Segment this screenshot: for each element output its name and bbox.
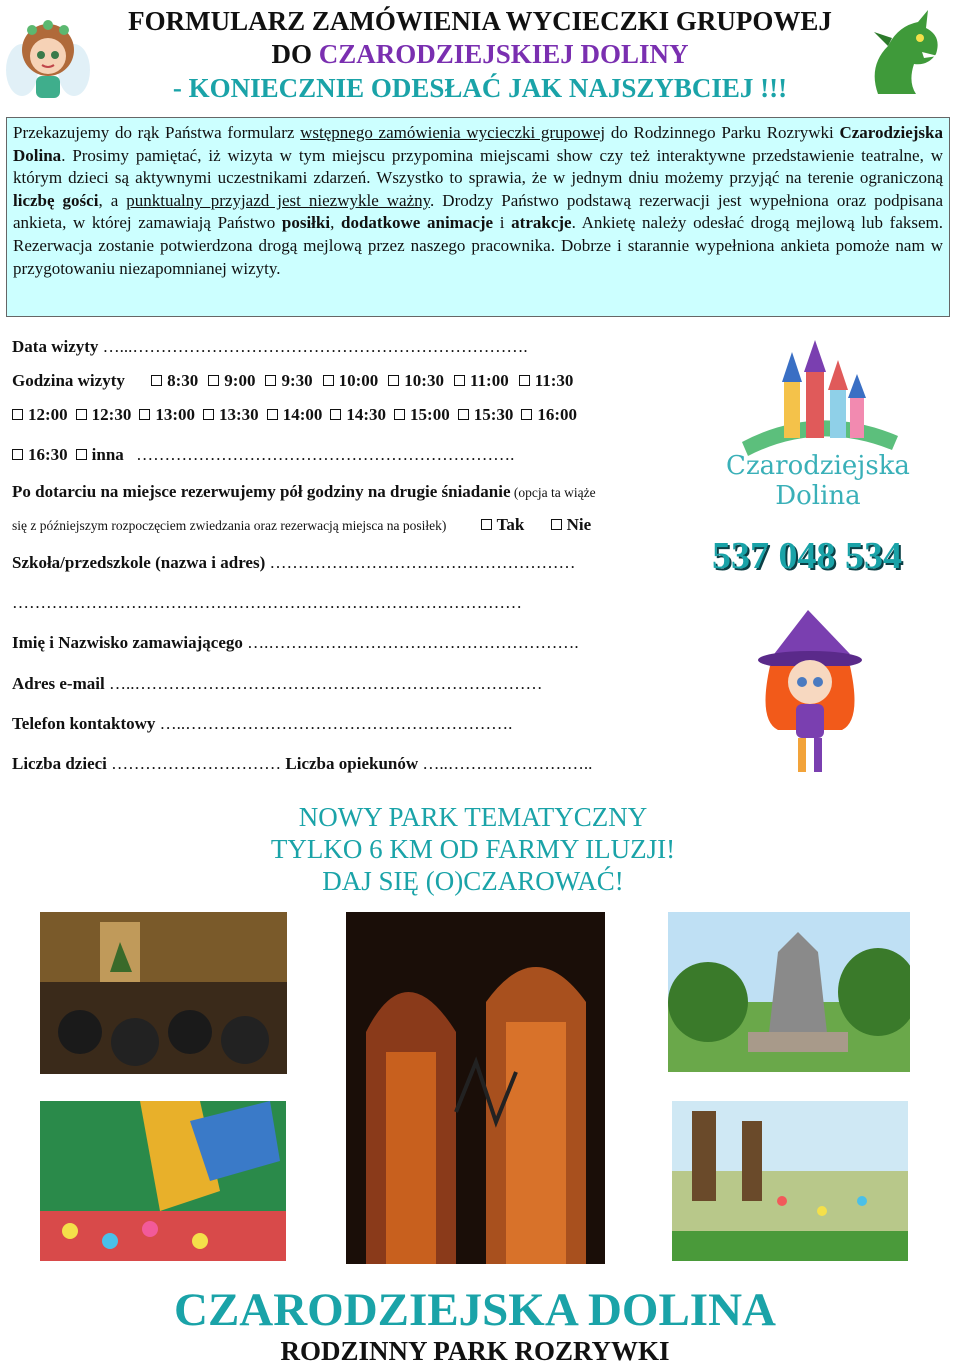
- intro-t3: do Rodzinnego Parku Rozrywki: [605, 123, 840, 142]
- hour-option[interactable]: [388, 371, 444, 391]
- breakfast-note2: się z późniejszym rozpoczęciem zwiedzania oraz rezerwacją miejsca na posiłek): [12, 518, 447, 533]
- intro-t14: atrakcje: [511, 213, 572, 233]
- checkbox-icon[interactable]: [454, 375, 465, 386]
- hour-option[interactable]: [76, 445, 124, 465]
- checkbox-icon[interactable]: [458, 409, 469, 420]
- hour-label: 13:30: [219, 405, 259, 424]
- intro-t5: . Prosimy pamiętać, iż wizyta w tym miejscu przypomina miejscami show czy też interaktywne przedstawienie teatralne, w którym dzieci są aktywnymi uczestnikami zdarzeń. Wszystko to sprawia, że w jednym dniu możemy przyjąć na terenie ograniczoną: [13, 145, 943, 188]
- guardians-count-label: Liczba opiekunów: [281, 754, 419, 773]
- checkbox-icon[interactable]: [76, 449, 87, 460]
- checkbox-icon[interactable]: [12, 409, 23, 420]
- intro-t6: liczbę gości: [13, 190, 99, 210]
- photo-castle-corridor: [346, 912, 605, 1264]
- children-count-label: Liczba dzieci: [12, 754, 107, 773]
- checkbox-icon[interactable]: [265, 375, 276, 386]
- checkbox-icon[interactable]: [394, 409, 405, 420]
- breakfast-yes-option[interactable]: [481, 515, 525, 535]
- hour-option[interactable]: [394, 405, 450, 425]
- promo-line3: DAJ SIĘ (O)CZAROWAĆ!: [322, 866, 624, 896]
- checkbox-icon[interactable]: [267, 409, 278, 420]
- hour-label: 15:00: [410, 405, 450, 424]
- breakfast-row2: [12, 515, 591, 535]
- hour-label: 12:30: [91, 405, 132, 424]
- hour-option[interactable]: [454, 371, 509, 391]
- hour-option[interactable]: [203, 405, 259, 425]
- phone-number: 537 048 534: [712, 535, 902, 577]
- visit-date-label: Data wizyty: [12, 337, 99, 356]
- visit-hour-label: Godzina wizyty: [12, 371, 125, 390]
- email-row: [12, 674, 542, 694]
- hour-label: 11:00: [469, 371, 509, 390]
- breakfast-label: Po dotarciu na miejsce rezerwujemy pół godziny na drugie śniadanie: [12, 482, 511, 501]
- children-count-field[interactable]: …………………………: [106, 754, 282, 773]
- hour-option[interactable]: [265, 371, 312, 391]
- header-line1: FORMULARZ ZAMÓWIENIA WYCIECZKI GRUPOWEJ: [128, 6, 832, 36]
- hour-option[interactable]: [12, 445, 68, 465]
- header-line3: - KONIECZNIE ODESŁAĆ JAK NAJSZYBCIEJ !!!: [172, 73, 788, 103]
- logo-text-line2: Dolina: [775, 481, 861, 511]
- hour-option[interactable]: [458, 405, 514, 425]
- hour-label: 16:00: [537, 405, 578, 424]
- email-field[interactable]: …..………………………………………………………………: [104, 674, 543, 693]
- intro-t13: i: [493, 213, 512, 233]
- visit-hour-row1: [12, 371, 583, 391]
- checkbox-icon[interactable]: [330, 409, 341, 420]
- footer-title: CZARODZIEJSKA DOLINA: [174, 1284, 776, 1336]
- intro-box: [6, 117, 950, 317]
- hour-label: 15:30: [473, 405, 514, 424]
- other-hour-field[interactable]: ………………………………………………………….: [131, 445, 515, 464]
- hour-label: 14:00: [282, 405, 323, 424]
- photo-park-towers: [672, 1101, 908, 1261]
- checkbox-icon[interactable]: [481, 519, 492, 530]
- witch-illustration: [738, 610, 894, 780]
- visit-hour-row3: [12, 445, 514, 465]
- hour-option[interactable]: [139, 405, 195, 425]
- checkbox-icon[interactable]: [519, 375, 530, 386]
- intro-t15: . Ankietę należy odesłać drogą mejlową lub faksem. Rezerwacja zostanie potwierdzona drogą mejlową przez naszego pracownika. Dobrze i starannie wypełniona ankieta pomoże nam w przygotowaniu niezapomnianej wizyty.: [13, 213, 943, 278]
- counts-row: [12, 754, 592, 774]
- checkbox-icon[interactable]: [76, 409, 87, 420]
- hour-label: 12:00: [28, 405, 68, 424]
- breakfast-note1: (opcja ta wiąże: [510, 485, 596, 500]
- hour-option[interactable]: [521, 405, 577, 425]
- name-label: Imię i Nazwisko zamawiającego: [12, 633, 243, 652]
- header-line2-prefix: DO: [271, 39, 319, 69]
- phone-row: [12, 714, 512, 734]
- intro-t4: Czarodziejska Dolina: [13, 123, 943, 165]
- hour-option[interactable]: [267, 405, 323, 425]
- checkbox-icon[interactable]: [388, 375, 399, 386]
- visit-date-field[interactable]: …...…………………………………………………………….: [98, 337, 528, 356]
- breakfast-no-option[interactable]: [551, 515, 592, 535]
- hour-label: 11:30: [534, 371, 574, 390]
- hour-label: 14:30: [346, 405, 387, 424]
- name-row: [12, 633, 579, 653]
- intro-t10: posiłki: [281, 213, 331, 233]
- hour-label: 9:30: [281, 371, 313, 390]
- intro-t1: Przekazujemy do rąk Państwa formularz: [13, 123, 301, 142]
- hour-option[interactable]: [323, 371, 379, 391]
- logo-text-line1: Czarodziejska: [726, 451, 910, 481]
- email-label: Adres e-mail: [12, 674, 105, 693]
- hour-option[interactable]: [208, 371, 255, 391]
- intro-t7: , a: [98, 190, 127, 210]
- intro-t11: ,: [330, 213, 341, 233]
- hour-option[interactable]: [76, 405, 132, 425]
- hour-option[interactable]: [330, 405, 386, 425]
- photo-witches-show: [40, 912, 287, 1074]
- visit-hour-row2: [12, 405, 585, 425]
- visit-date-row: [12, 337, 528, 357]
- intro-t8: punktualny przyjazd jest niezwykle ważny: [126, 190, 431, 210]
- breakfast-row: [12, 482, 596, 502]
- checkbox-icon[interactable]: [139, 409, 150, 420]
- name-field[interactable]: ….……………………………………………….: [242, 633, 579, 652]
- hour-label: inna: [91, 445, 124, 464]
- header-line2: [0, 37, 960, 71]
- header-line2-highlight: CZARODZIEJSKIEJ DOLINY: [318, 39, 689, 69]
- footer-subtitle: RODZINNY PARK ROZRYWKI: [280, 1336, 670, 1366]
- school-field[interactable]: ………………………………………………: [265, 553, 576, 572]
- school-label: Szkoła/przedszkole (nazwa i adres): [12, 553, 266, 572]
- intro-t2: wstępnego zamówienia wycieczki grupowej: [300, 123, 606, 142]
- hour-label: 9:00: [224, 371, 256, 390]
- phone-label: Telefon kontaktowy: [12, 714, 156, 733]
- hour-label: 13:00: [155, 405, 196, 424]
- hour-label: 10:00: [338, 371, 379, 390]
- hour-option[interactable]: [151, 371, 198, 391]
- intro-text: [13, 122, 943, 280]
- checkbox-icon[interactable]: [323, 375, 334, 386]
- guardians-count-field[interactable]: …..……………………..: [418, 754, 593, 773]
- hour-label: 16:30: [28, 445, 68, 464]
- school-field-line2[interactable]: ………………………………………………………………………………: [12, 593, 522, 612]
- checkbox-icon[interactable]: [12, 449, 23, 460]
- checkbox-icon[interactable]: [551, 519, 562, 530]
- school-row: [12, 553, 576, 573]
- yes-label: Tak: [496, 515, 525, 534]
- park-logo: [722, 332, 914, 518]
- checkbox-icon[interactable]: [521, 409, 532, 420]
- checkbox-icon[interactable]: [203, 409, 214, 420]
- photo-dragon-statue: [668, 912, 910, 1072]
- promo-line2: TYLKO 6 KM OD FARMY ILUZJI!: [270, 834, 676, 864]
- intro-t12: dodatkowe animacje: [341, 213, 494, 233]
- hour-label: 10:30: [404, 371, 444, 390]
- checkbox-icon[interactable]: [208, 375, 219, 386]
- school-row2: [12, 593, 522, 613]
- checkbox-icon[interactable]: [151, 375, 162, 386]
- hour-option[interactable]: [12, 405, 68, 425]
- hour-label: 8:30: [167, 371, 199, 390]
- hour-option[interactable]: [519, 371, 574, 391]
- intro-t9: . Drodzy Państwo podstawą rezerwacji jest wypełniona oraz podpisana ankieta, w której zamawiają Państwo: [13, 190, 944, 233]
- phone-field[interactable]: …..………………………………………………….: [155, 714, 513, 733]
- photo-playground: [40, 1101, 286, 1261]
- no-label: Nie: [566, 515, 592, 534]
- promo-line1: NOWY PARK TEMATYCZNY: [298, 802, 648, 832]
